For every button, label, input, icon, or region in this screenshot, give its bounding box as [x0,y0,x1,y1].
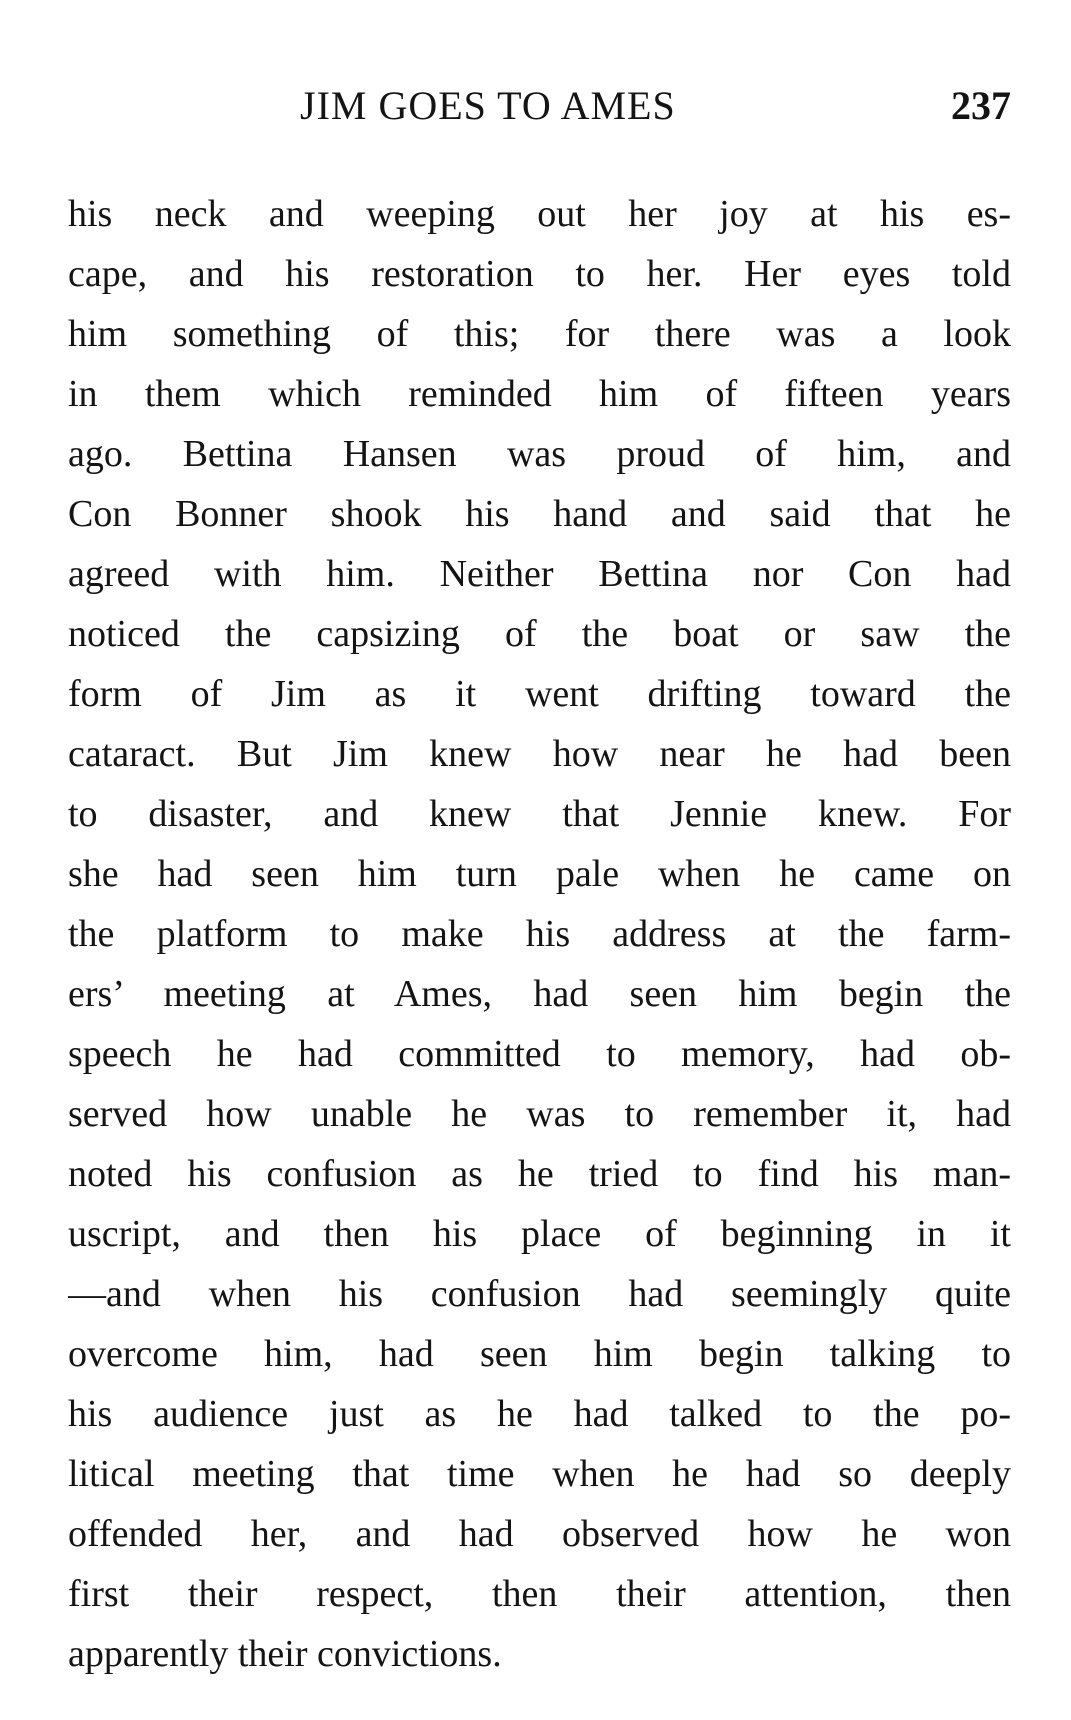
text-line: speech he had committed to memory, had ob- [68,1033,1011,1075]
text-line: apparently their convictions. [68,1633,502,1675]
text-line: agreed with him. Neither Bettina nor Con had [68,553,1011,595]
running-title: JIM GOES TO AMES [300,83,676,128]
text-line: in them which reminded him of fifteen years [68,373,1011,415]
text-line: uscript, and then his place of beginning in it [68,1213,1011,1255]
text-line: cataract. But Jim knew how near he had been [68,733,1011,775]
text-line: first their respect, then their attention, then [68,1573,1011,1615]
text-line: his audience just as he had talked to the po- [68,1393,1011,1435]
text-line: ago. Bettina Hansen was proud of him, and [68,433,1011,475]
page-number: 237 [951,83,1011,128]
text-line: she had seen him turn pale when he came on [68,853,1011,895]
text-line: noticed the capsizing of the boat or saw the [68,613,1011,655]
text-line: the platform to make his address at the farm- [68,913,1011,955]
running-head [68,76,1011,136]
text-line: cape, and his restoration to her. Her eyes told [68,253,1011,295]
text-line: served how unable he was to remember it, had [68,1093,1011,1135]
text-line: to disaster, and knew that Jennie knew. For [68,793,1011,835]
text-line: ers’ meeting at Ames, had seen him begin the [68,973,1011,1015]
text-line: litical meeting that time when he had so deeply [68,1453,1011,1495]
text-line: noted his confusion as he tried to find his man- [68,1153,1011,1195]
text-line: —and when his confusion had seemingly quite [68,1273,1011,1315]
text-line: his neck and weeping out her joy at his es- [68,193,1011,235]
text-line: form of Jim as it went drifting toward the [68,673,1011,715]
text-line: Con Bonner shook his hand and said that he [68,493,1011,535]
text-line: offended her, and had observed how he won [68,1513,1011,1555]
text-line: overcome him, had seen him begin talking to [68,1333,1011,1375]
text-line: him something of this; for there was a look [68,313,1011,355]
body-text [68,184,1011,1684]
